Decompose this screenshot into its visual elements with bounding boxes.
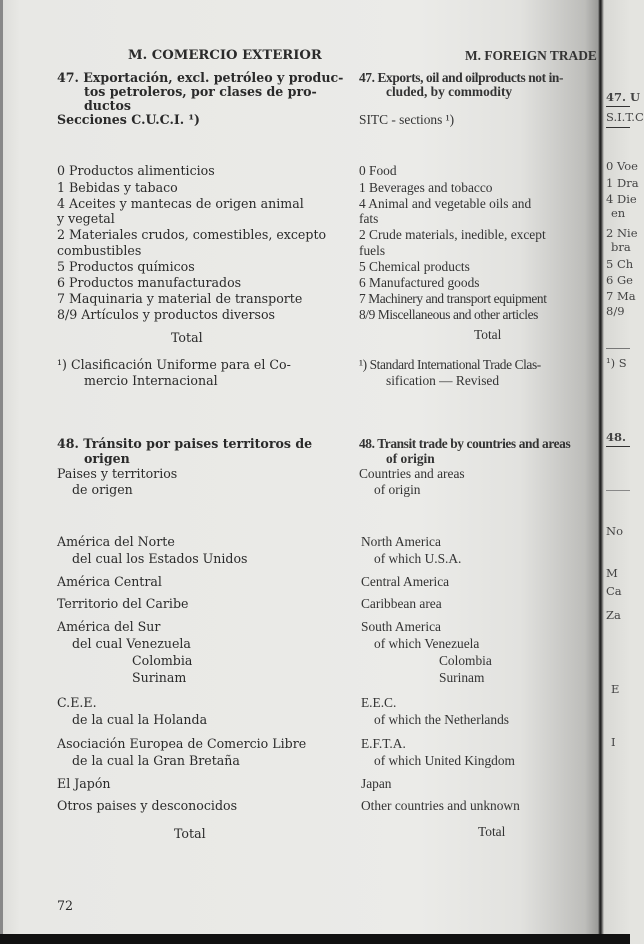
next-page-fragment: 7 Ma xyxy=(606,289,636,303)
country-row: Japan xyxy=(361,776,392,791)
table-47-title-en: cluded, by commodity xyxy=(386,84,513,99)
commodity-row: 1 Bebidas y tabaco xyxy=(57,180,178,195)
next-page-fragment: ¹) S xyxy=(606,356,627,370)
table-48-subhead-es: de origen xyxy=(72,482,133,497)
country-row: Other countries and unknown xyxy=(361,798,520,813)
next-page-fragment: 4 Die xyxy=(606,192,637,206)
next-page-fragment: 47. U xyxy=(606,90,641,104)
table-48-title-es: 48. Tránsito por paises territoros de xyxy=(57,436,313,451)
total-label: Total xyxy=(478,824,506,839)
page-edge xyxy=(0,0,3,944)
table-47-title-es: ductos xyxy=(84,98,131,113)
country-row: North America xyxy=(361,534,441,549)
table-rule xyxy=(606,490,630,491)
table-47-title-en: 47. Exports, oil and oilproducts not in- xyxy=(359,70,563,85)
page-number: 72 xyxy=(57,898,74,913)
country-row: Surinam xyxy=(132,670,187,685)
next-page-fragment: 6 Ge xyxy=(606,273,633,287)
commodity-row: 0 Productos alimenticios xyxy=(57,163,215,178)
commodity-row: 8/9 Miscellaneous and other articles xyxy=(359,307,538,322)
table-rule xyxy=(606,348,630,349)
next-page-fragment: 1 Dra xyxy=(606,176,639,190)
next-page-fragment: No xyxy=(606,524,623,538)
commodity-row: 0 Food xyxy=(359,163,397,178)
country-row: Asociación Europea de Comercio Libre xyxy=(57,736,307,751)
footnote: mercio Internacional xyxy=(84,373,218,388)
country-row: Colombia xyxy=(132,653,193,668)
table-47-subhead-en: SITC - sections ¹) xyxy=(359,112,455,127)
commodity-row: 6 Manufactured goods xyxy=(359,275,480,290)
next-page-fragment: 5 Ch xyxy=(606,257,634,271)
total-label: Total xyxy=(171,330,203,345)
commodity-row: combustibles xyxy=(57,243,142,258)
table-48-title-en: of origin xyxy=(386,451,435,466)
commodity-row: fuels xyxy=(359,243,386,258)
commodity-row: y vegetal xyxy=(57,211,115,226)
total-label: Total xyxy=(174,826,206,841)
scan-border xyxy=(0,934,630,944)
table-48-subhead-en: Countries and areas xyxy=(359,466,465,481)
table-rule xyxy=(606,106,630,107)
country-row: del cual los Estados Unidos xyxy=(72,551,248,566)
country-row: de la cual la Gran Bretaña xyxy=(72,753,240,768)
next-page-fragment: I xyxy=(611,735,616,749)
total-label: Total xyxy=(474,327,502,342)
commodity-row: 7 Machinery and transport equipment xyxy=(359,291,547,306)
commodity-row: 4 Animal and vegetable oils and xyxy=(359,196,532,211)
next-page-fragment: 48. xyxy=(606,430,627,444)
country-row: Central America xyxy=(361,574,450,589)
section-header-es: M. COMERCIO EXTERIOR xyxy=(128,48,322,63)
next-page-fragment: en xyxy=(611,206,626,220)
country-row: E.E.C. xyxy=(361,695,397,710)
country-row: of which Venezuela xyxy=(374,636,480,651)
table-rule xyxy=(606,127,630,128)
commodity-row: 6 Productos manufacturados xyxy=(57,275,242,290)
country-row: América Central xyxy=(57,574,162,589)
commodity-row: 4 Aceites y mantecas de origen animal xyxy=(57,196,304,211)
country-row: of which U.S.A. xyxy=(374,551,462,566)
table-48-title-en: 48. Transit trade by countries and areas xyxy=(359,436,571,451)
country-row: del cual Venezuela xyxy=(72,636,191,651)
table-47-subhead-es: Secciones C.U.C.I. ¹) xyxy=(57,112,200,127)
country-row: E.F.T.A. xyxy=(361,736,406,751)
next-page-fragment: M xyxy=(606,566,618,580)
footnote: sification — Revised xyxy=(386,373,500,388)
next-page-fragment: E xyxy=(611,682,620,696)
commodity-row: fats xyxy=(359,211,379,226)
country-row: C.E.E. xyxy=(57,695,97,710)
commodity-row: 5 Productos químicos xyxy=(57,259,195,274)
country-row: Surinam xyxy=(439,670,485,685)
footnote: ¹) Standard International Trade Clas- xyxy=(359,357,541,372)
commodity-row: 2 Materiales crudos, comestibles, excepto xyxy=(57,227,327,242)
country-row: de la cual la Holanda xyxy=(72,712,208,727)
table-48-subhead-en: of origin xyxy=(374,482,421,497)
country-row: Territorio del Caribe xyxy=(57,596,189,611)
table-48-subhead-es: Paises y territorios xyxy=(57,466,178,481)
next-page-fragment: 8/9 xyxy=(606,304,625,318)
country-row: Caribbean area xyxy=(361,596,442,611)
table-48-title-es: origen xyxy=(84,451,130,466)
section-header-en: M. FOREIGN TRADE xyxy=(465,48,597,63)
table-rule xyxy=(606,446,630,447)
commodity-row: 5 Chemical products xyxy=(359,259,470,274)
country-row: Colombia xyxy=(439,653,492,668)
next-page-fragment: Za xyxy=(606,608,621,622)
table-47-title-es: 47. Exportación, excl. petróleo y produc- xyxy=(57,70,344,85)
table-47-title-es: tos petroleros, por clases de pro- xyxy=(84,84,317,99)
country-row: El Japón xyxy=(57,776,111,791)
commodity-row: 2 Crude materials, inedible, except xyxy=(359,227,546,242)
commodity-row: 1 Beverages and tobacco xyxy=(359,180,493,195)
country-row: América del Norte xyxy=(57,534,175,549)
country-row: South America xyxy=(361,619,441,634)
next-page-fragment: Ca xyxy=(606,584,622,598)
next-page-fragment: 2 Nie xyxy=(606,226,638,240)
commodity-row: 7 Maquinaria y material de transporte xyxy=(57,291,303,306)
country-row: of which the Netherlands xyxy=(374,712,509,727)
commodity-row: 8/9 Artículos y productos diversos xyxy=(57,307,276,322)
footnote: ¹) Clasificación Uniforme para el Co- xyxy=(57,357,291,372)
next-page-fragment: 0 Voe xyxy=(606,159,638,173)
next-page-fragment: bra xyxy=(611,240,631,254)
next-page-fragment: S.I.T.C xyxy=(606,110,644,124)
country-row: América del Sur xyxy=(57,619,161,634)
country-row: of which United Kingdom xyxy=(374,753,515,768)
country-row: Otros paises y desconocidos xyxy=(57,798,238,813)
